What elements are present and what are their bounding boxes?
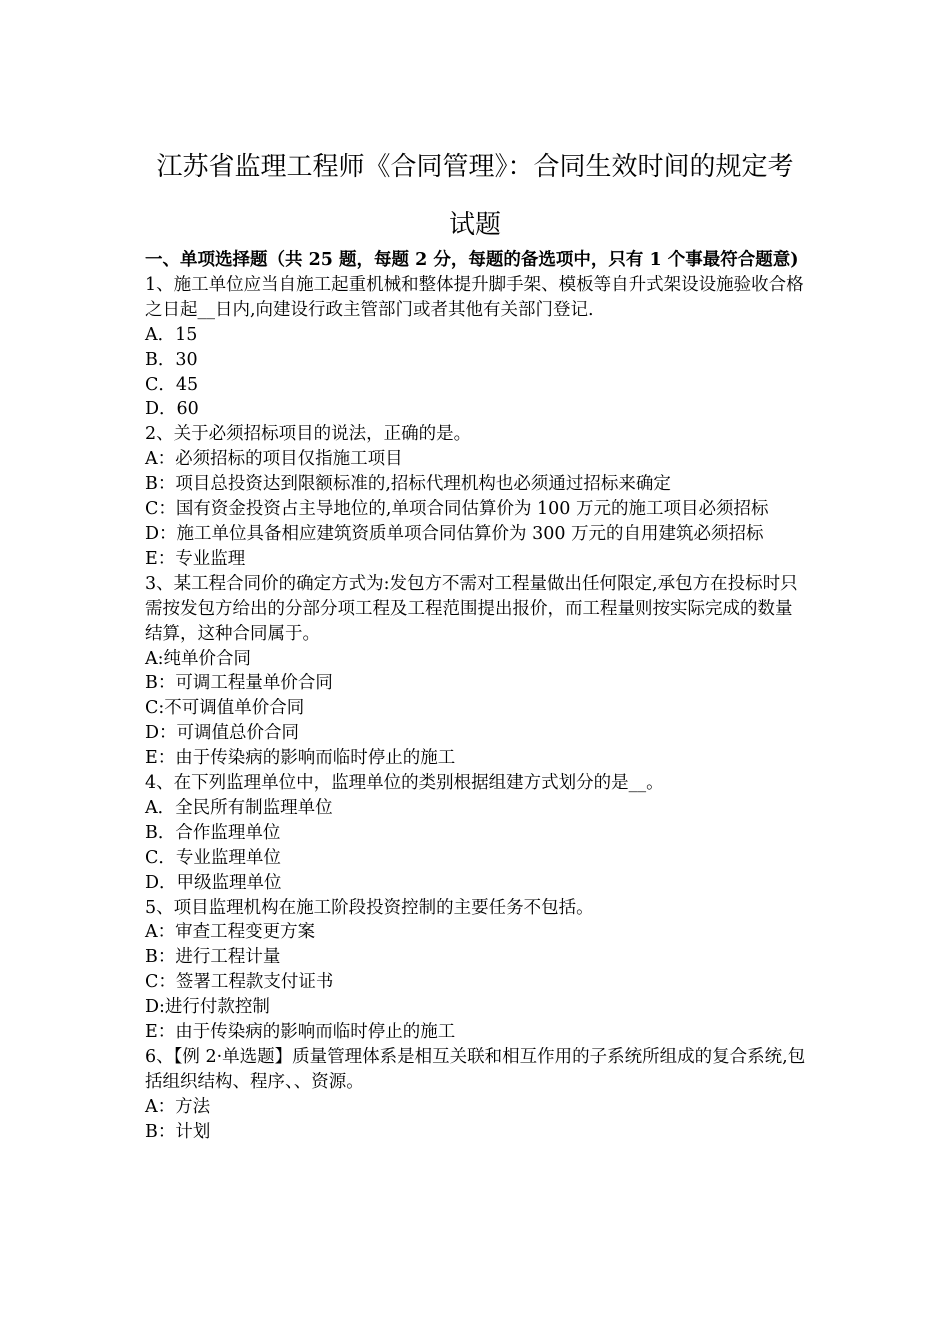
- option-a: A．全民所有制监理单位: [145, 797, 333, 818]
- option-b: B：进行工程计量: [145, 947, 281, 968]
- option-c: C．专业监理单位: [145, 847, 281, 868]
- option-c: C：国有资金投资占主导地位的,单项合同估算价为 100 万元的施工项目必须招标: [145, 499, 769, 520]
- question-3: [145, 572, 807, 771]
- option-c: C：签署工程款支付证书: [145, 972, 334, 993]
- document-title: 江苏省监理工程师《合同管理》：合同生效时间的规定考试题: [156, 152, 794, 240]
- question-5: [145, 896, 807, 1045]
- question-6: [145, 1045, 807, 1145]
- option-c: C．45: [145, 374, 199, 395]
- option-d: D．甲级监理单位: [145, 872, 282, 893]
- option-b: B．合作监理单位: [145, 822, 281, 843]
- question-stem: 4、在下列监理单位中，监理单位的类别根据组建方式划分的是__。: [145, 773, 664, 794]
- option-a: A．15: [145, 324, 198, 345]
- question-stem: 5、项目监理机构在施工阶段投资控制的主要任务不包括。: [145, 897, 594, 918]
- question-4: [145, 771, 807, 896]
- question-1: [145, 273, 807, 422]
- section-heading: 一、单项选择题（共 25 题，每题 2 分，每题的备选项中，只有 1 个事最符合题意): [145, 250, 799, 270]
- option-a: A:纯单价合同: [145, 648, 252, 669]
- option-b: B：计划: [145, 1121, 211, 1142]
- option-c: C:不可调值单价合同: [145, 698, 305, 719]
- option-a: A：必须招标的项目仅指施工项目: [145, 449, 403, 470]
- option-d: D:进行付款控制: [145, 997, 270, 1018]
- option-b: B：项目总投资达到限额标准的,招标代理机构也必须通过招标来确定: [145, 474, 671, 495]
- question-stem: 2、关于必须招标项目的说法，正确的是。: [145, 424, 472, 445]
- option-d: D：施工单位具备相应建筑资质单项合同估算价为 300 万元的自用建筑必须招标: [145, 523, 764, 544]
- option-a: A：审查工程变更方案: [145, 922, 316, 943]
- question-stem: 1、施工单位应当自施工起重机械和整体提升脚手架、模板等自升式架设设施验收合格之日起__日内,向建设行政主管部门或者其他有关部门登记.: [145, 274, 804, 320]
- option-b: B：可调工程量单价合同: [145, 673, 333, 694]
- question-2: [145, 422, 807, 571]
- option-e: E：由于传染病的影响而临时停止的施工: [145, 748, 456, 769]
- option-a: A：方法: [145, 1096, 211, 1117]
- option-e: E：由于传染病的影响而临时停止的施工: [145, 1022, 456, 1043]
- option-e: E：专业监理: [145, 548, 246, 569]
- option-d: D．60: [145, 399, 199, 420]
- question-stem: 6、【例 2·单选题】质量管理体系是相互关联和相互作用的子系统所组成的复合系统,包括组织结构、程序、、资源。: [145, 1047, 806, 1092]
- document-body: [145, 248, 807, 1145]
- question-stem: 3、某工程合同价的确定方式为:发包方不需对工程量做出任何限定,承包方在投标时只需按发包方给出的分部分项工程及工程范围提出报价，而工程量则按实际完成的数量结算，这种合同属于。: [145, 573, 798, 644]
- option-d: D：可调值总价合同: [145, 723, 300, 744]
- option-b: B．30: [145, 349, 198, 370]
